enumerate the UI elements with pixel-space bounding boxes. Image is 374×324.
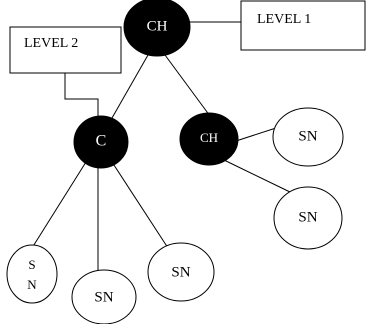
sensor-node-left bbox=[7, 245, 57, 303]
edge-root-to-ch2 bbox=[165, 55, 210, 116]
edge-c-to-sn-bottom-right bbox=[112, 162, 168, 248]
cluster-head-node-2-label: CH bbox=[199, 129, 219, 145]
level-2-label: LEVEL 2 bbox=[24, 36, 79, 51]
sensor-node-left-label-top: S bbox=[28, 257, 36, 272]
root-cluster-head-label: CH bbox=[146, 18, 168, 35]
c-node-label: C bbox=[95, 132, 107, 150]
sensor-node-right-top-label: SN bbox=[298, 128, 318, 145]
level-1-label: LEVEL 1 bbox=[257, 12, 312, 27]
sensor-node-bottom-right-label: SN bbox=[171, 264, 191, 281]
edge-ch2-to-sn-right-top bbox=[236, 128, 276, 141]
sensor-node-left-label-bottom: N bbox=[27, 277, 37, 292]
sensor-node-bottom-mid-label: SN bbox=[94, 289, 114, 306]
sensor-node-right-bottom-label: SN bbox=[298, 209, 318, 226]
edge-level2-box-to-c bbox=[65, 73, 98, 118]
edge-ch2-to-sn-right-bottom bbox=[224, 160, 290, 192]
edge-c-to-sn-left bbox=[32, 162, 86, 248]
